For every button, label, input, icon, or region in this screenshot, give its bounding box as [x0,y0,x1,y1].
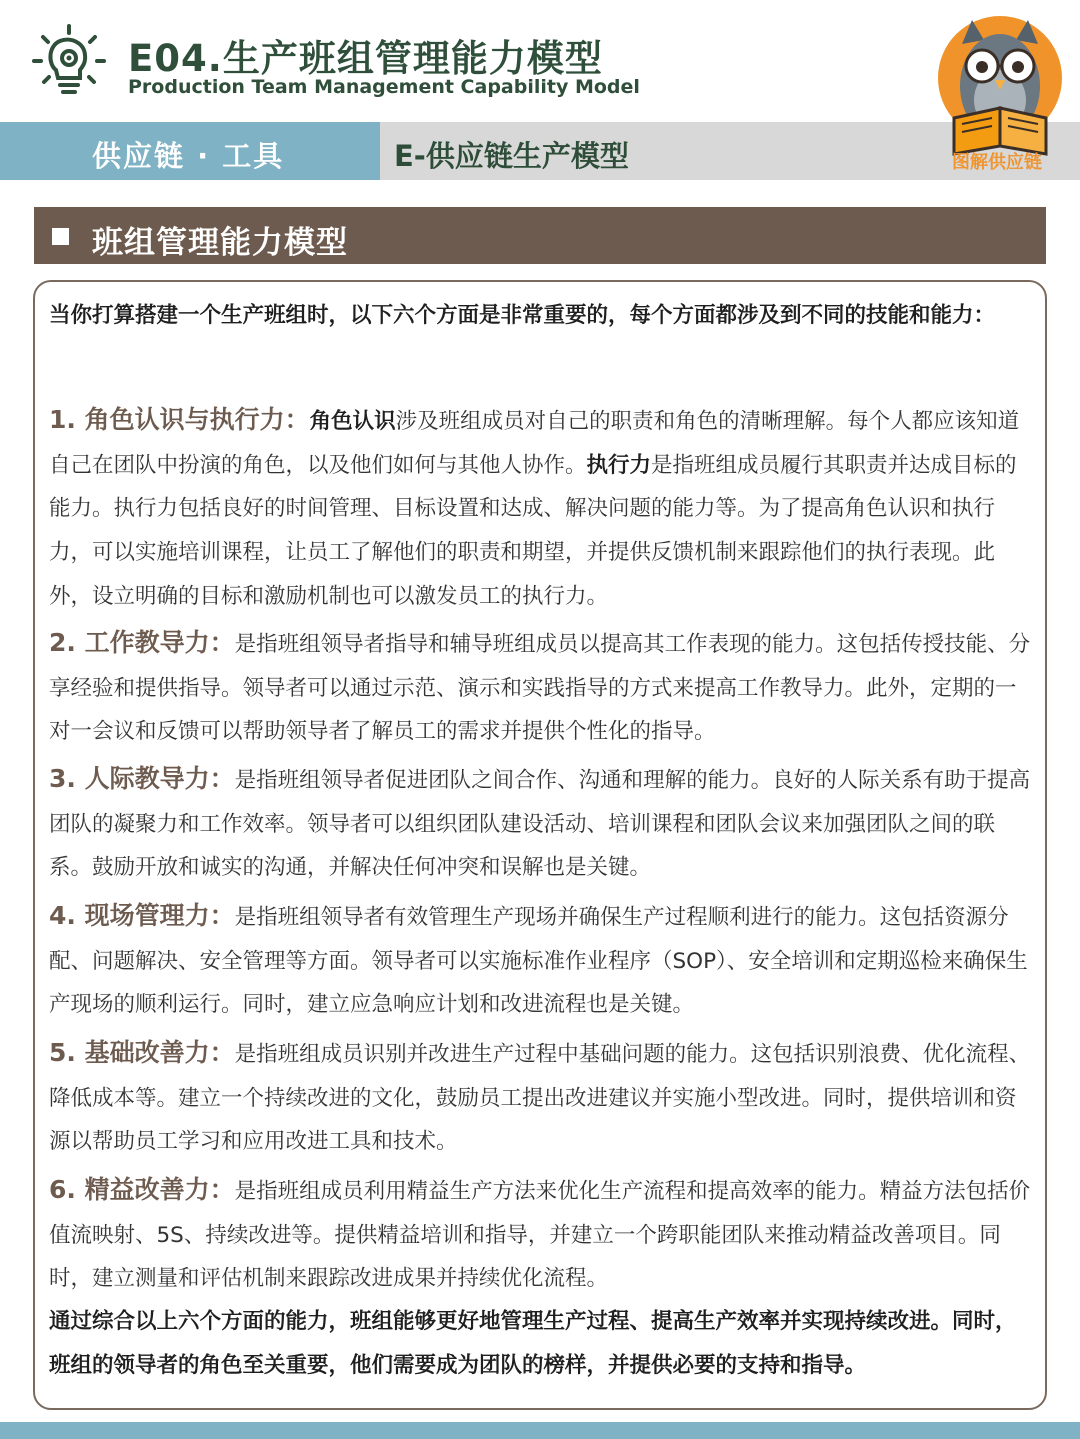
item-3-title: 3. 人际教导力： [49,764,235,793]
item-1-text-a: 涉及班组成员对自己的职责和角色的清晰理解。每个人都应该知道自己在团队中扮演的角色，以及他们如何与其他人协作。 [49,409,1020,478]
lightbulb-gear-icon [30,22,108,100]
item-2-text: 是指班组领导者指导和辅导班组成员以提高其工作表现的能力。这包括传授技能、分享经验和提供指导。领导者可以通过示范、演示和实践指导的方式来提高工作教导力。此外，定期的一对一会议和反馈可以帮助领导者了解员工的需求并提供个性化的指导。 [49,632,1031,745]
item-1-term-execution: 执行力 [586,452,652,478]
list-item [49,1031,1035,1164]
item-1-title: 1. 角色认识与执行力： [49,405,310,434]
page-title: E04.生产班组管理能力模型 [128,37,603,80]
square-bullet-icon [52,228,69,245]
item-4-title: 4. 现场管理力： [49,901,235,930]
item-6-title: 6. 精益改善力： [49,1175,235,1204]
banner-model-series-label: E-供应链生产模型 [394,139,629,173]
page-subtitle: Production Team Management Capability Model [128,76,640,98]
list-item [49,621,1035,754]
list-item [49,398,1035,619]
item-6-text: 是指班组成员利用精益生产方法来优化生产流程和提高效率的能力。精益方法包括价值流映射、5S、持续改进等。提供精益培训和指导，并建立一个跨职能团队来推动精益改善项目。同时，建立测量和评估机制来跟踪改进成果并持续优化流程。 [49,1179,1031,1292]
section-header [34,207,1046,264]
banner-category [0,122,380,180]
item-4-text: 是指班组领导者有效管理生产现场并确保生产过程顺利进行的能力。这包括资源分配、问题解决、安全管理等方面。领导者可以实施标准作业程序（SOP）、安全培训和定期巡检来确保生产现场的顺利运行。同时，建立应急响应计划和改进流程也是关键。 [49,905,1028,1018]
item-5-text: 是指班组成员识别并改进生产过程中基础问题的能力。这包括识别浪费、优化流程、降低成本等。建立一个持续改进的文化，鼓励员工提出改进建议并实施小型改进。同时，提供培训和资源以帮助员工学习和应用改进工具和技术。 [49,1042,1031,1155]
list-item [49,1168,1035,1301]
list-item [49,894,1035,1027]
mascot-brand-label: 图解供应链 [952,152,1042,173]
item-2-title: 2. 工作教导力： [49,628,235,657]
conclusion-paragraph: 通过综合以上六个方面的能力，班组能够更好地管理生产过程、提高生产效率并实现持续改进。同时，班组的领导者的角色至关重要，他们需要成为团队的榜样，并提供必要的支持和指导。 [49,1309,1017,1378]
page-header [0,0,1080,122]
item-3-text: 是指班组领导者促进团队之间合作、沟通和理解的能力。良好的人际关系有助于提高团队的凝聚力和工作效率。领导者可以组织团队建设活动、培训课程和团队会议来加强团队之间的联系。鼓励开放和诚实的沟通，并解决任何冲突和误解也是关键。 [49,768,1031,881]
content-panel [33,280,1047,1410]
section-title: 班组管理能力模型 [92,225,348,261]
item-1-text-b: 是指班组成员履行其职责并达成目标的能力。执行力包括良好的时间管理、目标设置和达成、解决问题的能力等。为了提高角色认识和执行力，可以实施培训课程，让员工了解他们的职责和期望，并提供反馈机制来跟踪他们的执行表现。此外，设立明确的目标和激励机制也可以激发员工的执行力。 [49,452,1017,609]
banner-category-label: 供应链 · 工具 [92,139,285,173]
intro-paragraph: 当你打算搭建一个生产班组时，以下六个方面是非常重要的，每个方面都涉及到不同的技能和能力： [49,303,996,328]
footer-strip [0,1422,1080,1439]
list-item [49,757,1035,890]
item-1-term-role: 角色认识 [309,409,396,434]
item-5-title: 5. 基础改善力： [49,1038,235,1067]
category-banner [0,122,1080,180]
